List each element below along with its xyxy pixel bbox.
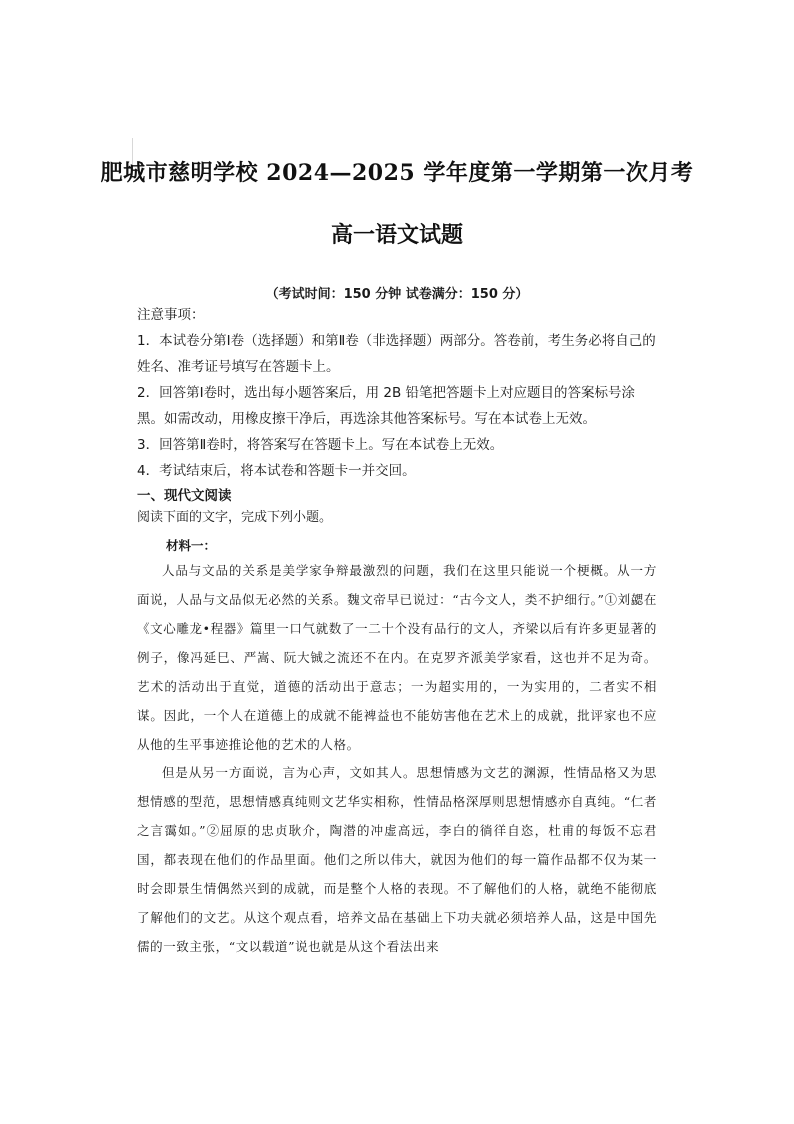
section-heading: 一、现代文阅读	[137, 488, 232, 504]
material-label: 材料一：	[166, 538, 217, 553]
paragraph-text: 但是从另一方面说，言为心声，文如其人。思想情感为文艺的渊源，性情品格又为思想情感的型范，思想情感真纯则文艺华实相称，性情品格深厚则思想情感亦自真纯。“仁者之言霭如。”②屈原的忠贞耿介，陶潜的冲虚高远，李白的徜徉自恣，杜甫的每饭不忘君国，都表现在他们的作品里面。他们之所以伟大，就因为他们的每一篇作品都不仅为某一时会即景生情偶然兴到的成就，而是整个人格的表现。不了解他们的人格，就绝不能彻底了解他们的文艺。从这个观点看，培养文品在基础上下功夫就必须培养人品，这是中国先儒的一致主张，“文以载道”说也就是从这个看法出来	[137, 765, 657, 954]
exam-subtitle: 高一语文试题	[330, 222, 463, 248]
notes-item: 2．回答第Ⅰ卷时，选出每小题答案后，用 2B 铅笔把答题卡上对应题目的答案标号涂黑。如需改动，用橡皮擦干净后，再选涂其他答案标号。写在本试卷上无效。	[137, 385, 636, 427]
notes-item: 3．回答第Ⅱ卷时，将答案写在答题卡上。写在本试卷上无效。	[137, 437, 504, 453]
passage-paragraph-2	[137, 758, 657, 961]
passage-paragraph-1	[137, 556, 657, 759]
notes-item: 1．本试卷分第Ⅰ卷（选择题）和第Ⅱ卷（非选择题）两部分。答卷前，考生务必将自己的姓名、准考证号填写在答题卡上。	[137, 333, 656, 375]
section-instruction: 阅读下面的文字，完成下列小题。	[137, 510, 333, 525]
notes-item: 4．考试结束后，将本试卷和答题卡一并交回。	[137, 463, 416, 479]
exam-title: 肥城市慈明学校 2024—2025 学年度第一学期第一次月考	[100, 160, 694, 186]
paragraph-text: 人品与文品的关系是美学家争辩最激烈的问题，我们在这里只能说一个梗概。从一方面说，人品与文品似无必然的关系。魏文帝早已说过：“古今文人，类不护细行。”①刘勰在《文心雕龙•程器》篇里一口气就数了一二十个没有品行的文人，齐梁以后有许多更显著的例子，像冯延巳、严嵩、阮大铖之流还不在内。在克罗齐派美学家看，这也并不足为奇。艺术的活动出于直觉，道德的活动出于意志；一为超实用的，一为实用的，二者实不相谋。因此，一个人在道德上的成就不能裨益也不能妨害他在艺术上的成就，批评家也不应从他的生平事迹推论他的艺术的人格。	[137, 563, 657, 752]
notes-heading: 注意事项：	[137, 307, 205, 323]
notes-section	[137, 302, 657, 484]
exam-time-score-info: （考试时间：150 分钟 试卷满分：150 分）	[265, 287, 529, 302]
